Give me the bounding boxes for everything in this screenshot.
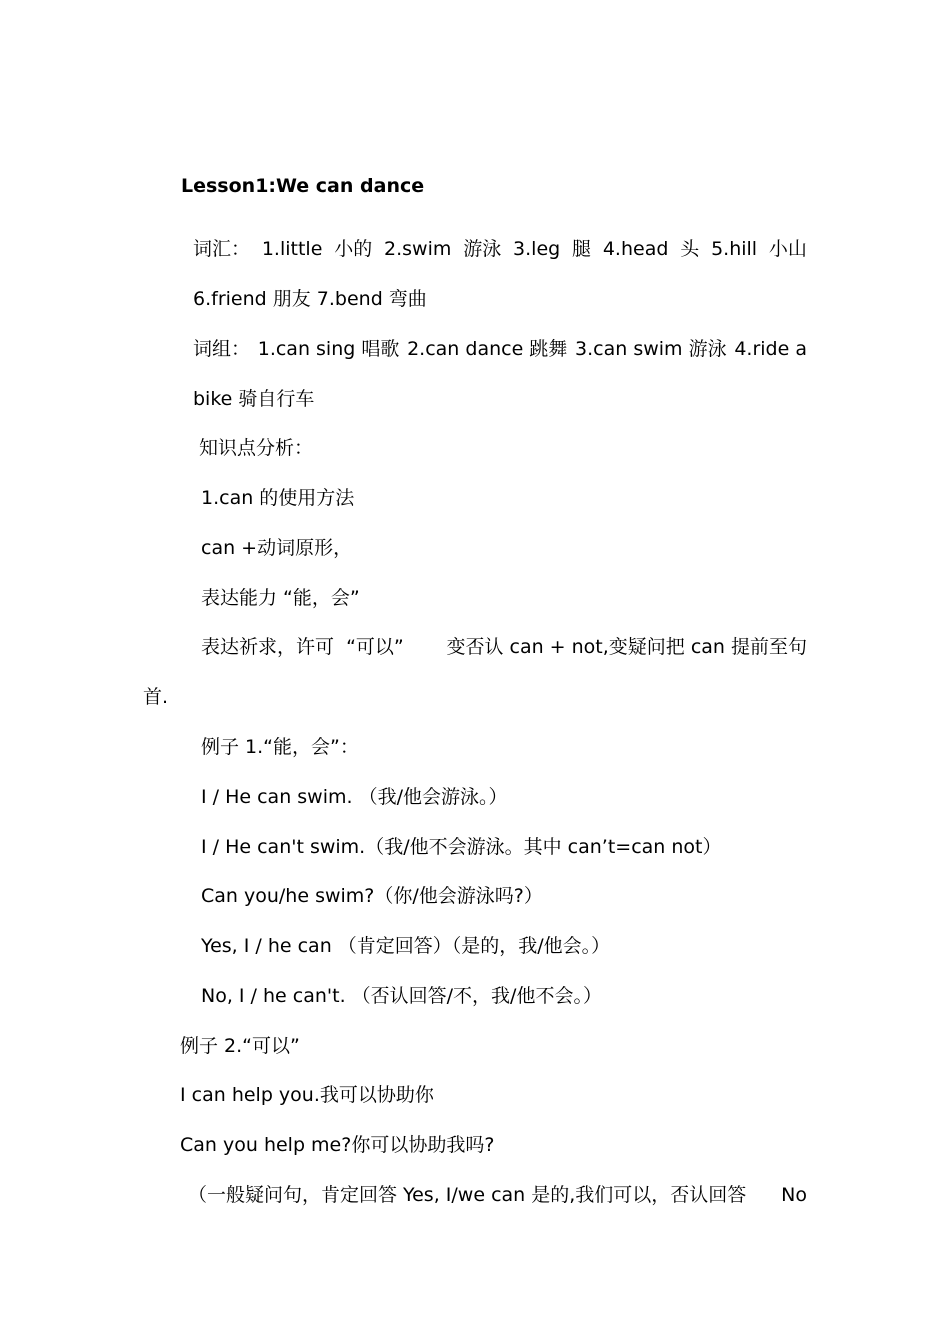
vocabulary-part: 小山 <box>768 238 807 260</box>
vocabulary-part: 头 <box>680 238 700 260</box>
point-1-heading: 1.can 的使用方法 <box>201 487 355 509</box>
example-2-sentence-a: I can help you.我可以协助你 <box>180 1084 434 1106</box>
lesson-title: Lesson1:We can dance <box>181 175 425 197</box>
vocabulary-part: 腿 <box>572 238 592 260</box>
example-1-sentence-a: I / He can swim. （我/他会游泳。） <box>201 786 508 808</box>
vocabulary-part: 4.head <box>602 238 669 260</box>
phrase-part: 词组： <box>193 338 251 360</box>
phrases-line-2: bike 骑自行车 <box>193 388 315 410</box>
analysis-heading: 知识点分析： <box>199 437 314 459</box>
phrase-part: 3.can swim 游泳 <box>575 338 727 360</box>
phrase-part: 1.can sing 唱歌 <box>257 338 400 360</box>
permission-part: 变否认 can + not,变疑问把 can 提前至句 <box>446 636 807 658</box>
vocabulary-line-2: 6.friend 朋友 7.bend 弯曲 <box>193 288 427 310</box>
example-1-sentence-c: Can you/he swim?（你/他会游泳吗?） <box>201 885 543 907</box>
permission-continuation: 首. <box>143 686 169 708</box>
vocabulary-part: 小的 <box>334 238 373 260</box>
vocabulary-part: 2.swim <box>384 238 452 260</box>
phrases-line-1 <box>193 340 807 359</box>
example-1-sentence-d: Yes, I / he can （肯定回答）（是的，我/他会。） <box>201 935 611 957</box>
example-1-sentence-b: I / He can't swim.（我/他不会游泳。其中 can’t=can not） <box>201 836 722 858</box>
vocabulary-part: 1.little <box>261 238 323 260</box>
example-1-heading: 例子 1.“能，会”： <box>201 736 359 758</box>
vocabulary-part: 5.hill <box>711 238 758 260</box>
phrase-part: 4.ride a <box>734 338 807 360</box>
example-1-sentence-e: No, I / he can't. （否认回答/不，我/他不会。） <box>201 985 602 1007</box>
note-part: No <box>781 1184 807 1206</box>
vocabulary-line-1 <box>193 240 807 259</box>
vocabulary-part: 词汇： <box>193 238 251 260</box>
permission-part: 表达祈求，许可 “可以” <box>201 636 404 658</box>
vocabulary-part: 3.leg <box>513 238 561 260</box>
example-2-heading: 例子 2.“可以” <box>180 1035 300 1057</box>
note-part: （一般疑问句，肯定回答 Yes, I/we can 是的,我们可以，否认回答 <box>188 1184 747 1206</box>
phrase-part: 2.can dance 跳舞 <box>407 338 568 360</box>
ability-line: 表达能力 “能，会” <box>201 587 360 609</box>
can-usage-line: can +动词原形， <box>201 537 353 559</box>
permission-line <box>201 638 807 657</box>
note-line <box>188 1186 807 1205</box>
vocabulary-part: 游泳 <box>463 238 502 260</box>
example-2-sentence-b: Can you help me?你可以协助我吗? <box>180 1134 495 1156</box>
